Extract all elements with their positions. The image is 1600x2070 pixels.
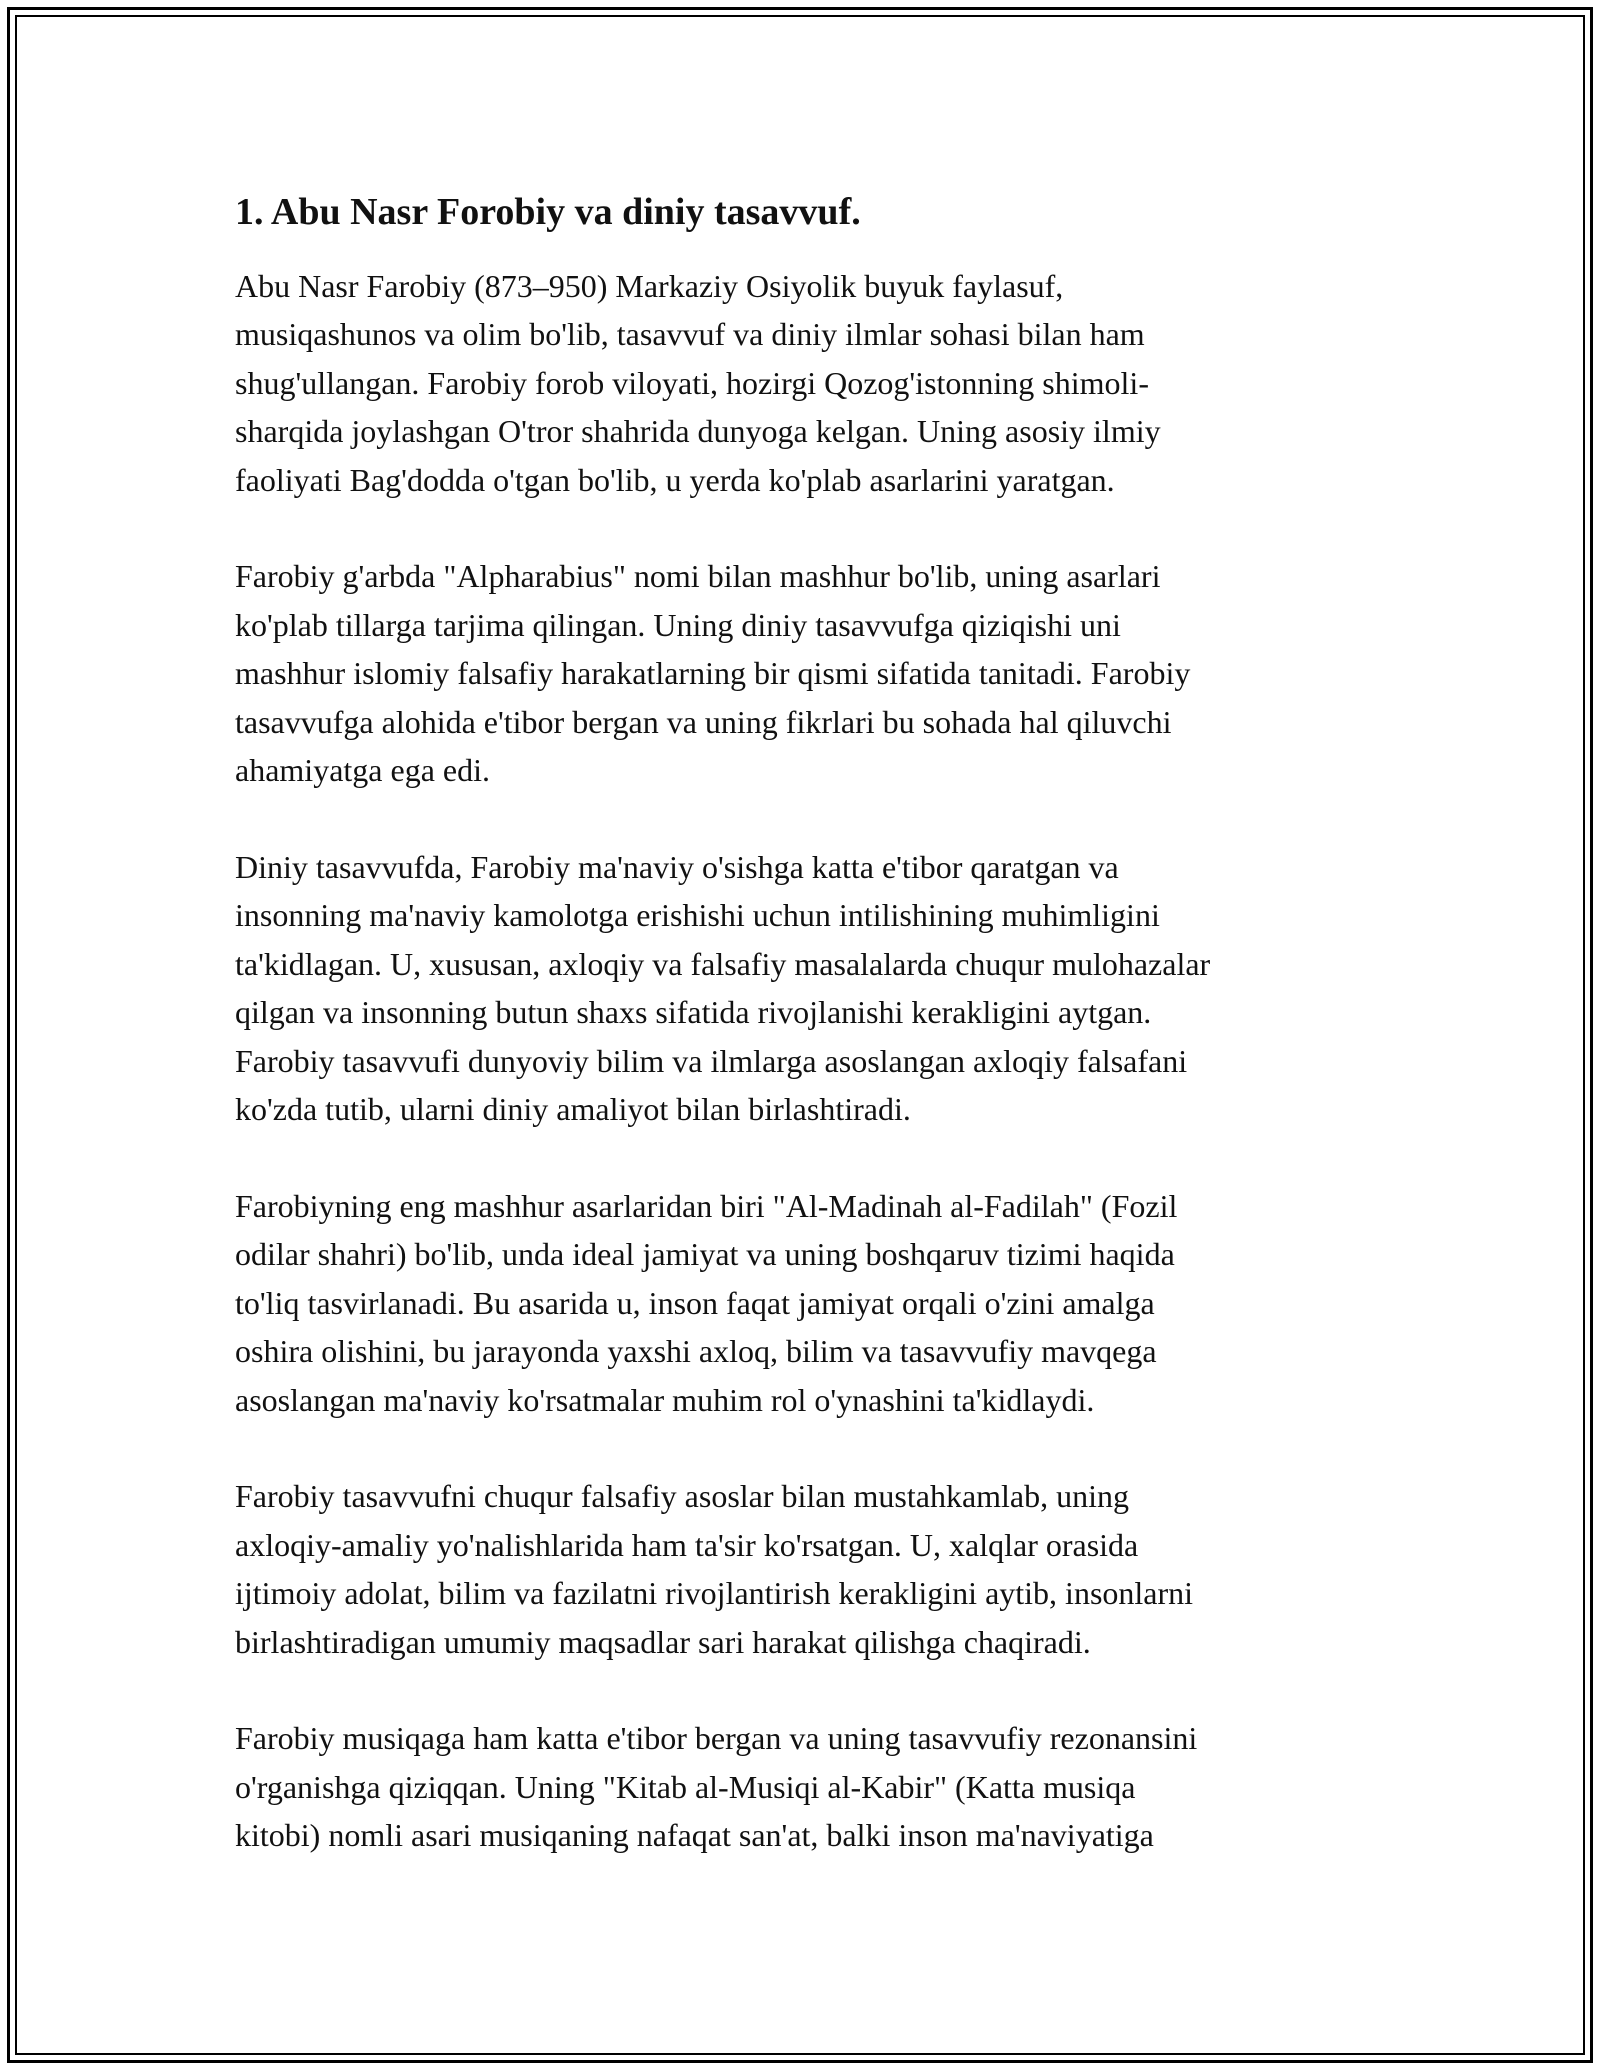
paragraph-5: Farobiy tasavvufni chuqur falsafiy asoslar bilan mustahkamlab, uning axloqiy-amaliy yo'nalishlarida ham ta'sir ko'rsatgan. U, xalqlar orasida ijtimoiy adolat, bilim va fazilatni rivojlantirish kerakligini aytib, insonlarni birlashtiradigan umumiy maqsadlar sari harakat qilishga chaqiradi. [235,1478,1194,1660]
paragraph-3: Diniy tasavvufda, Farobiy ma'naviy o'sishga katta e'tibor qaratgan va insonning ma'naviy kamolotga erishishi uchun intilishining muhimligini ta'kidlagan. U, xususan, axloqiy va falsafiy masalalarda chuqur mulohazalar qilgan va insonning butun shaxs sifatida rivojlanishi kerakligini aytgan. Farobiy tasavvufi dunyoviy bilim va ilmlarga asoslangan axloqiy falsafani ko'zda tutib, ularni diniy amaliyot bilan birlashtiradi. [235,848,1211,1128]
paragraph-2: Farobiy g'arbda "Alpharabius" nomi bilan mashhur bo'lib, uning asarlari ko'plab tillarga tarjima qilingan. Uning diniy tasavvufga qiziqishi uni mashhur islomiy falsafiy harakatlarning bir qismi sifatida tanitadi. Farobiy tasavvufga alohida e'tibor bergan va uning fikrlari bu sohada hal qiluvchi ahamiyatga ega edi. [235,558,1191,789]
paragraph-4: Farobiyning eng mashhur asarlaridan biri "Al-Madinah al-Fadilah" (Fozil odilar shahri) bo'lib, unda ideal jamiyat va uning boshqaruv tizimi haqida to'liq tasvirlanadi. Bu asarida u, inson faqat jamiyat orqali o'zini amalga oshira olishini, bu jarayonda yaxshi axloq, bilim va tasavvufiy mavqega asoslangan ma'naviy ko'rsatmalar muhim rol o'ynashini ta'kidlaydi. [235,1187,1178,1418]
paragraph-6: Farobiy musiqaga ham katta e'tibor bergan va uning tasavvufiy rezonansini o'rganishga qiziqqan. Uning "Kitab al-Musiqi al-Kabir" (Katta musiqa kitobi) nomli asari musiqaning nafaqat san'at, balki inson ma'naviyatiga [235,1720,1198,1854]
paragraph-1: Abu Nasr Farobiy (873–950) Markaziy Osiyolik buyuk faylasuf, musiqashunos va olim bo'lib, tasavvuf va diniy ilmlar sohasi bilan ham shug'ullangan. Farobiy forob viloyati, hozirgi Qozog'istonning shimoli- sharqida joylashgan O'tror shahrida dunyoga kelgan. Uning asosiy ilmiy faoliyati Bag'dodda o'tgan bo'lib, u yerda ko'plab asarlarini yaratgan. [235,267,1161,498]
section-heading: 1. Abu Nasr Forobiy va diniy tasavvuf. [235,191,861,233]
document-body [235,182,1385,1908]
